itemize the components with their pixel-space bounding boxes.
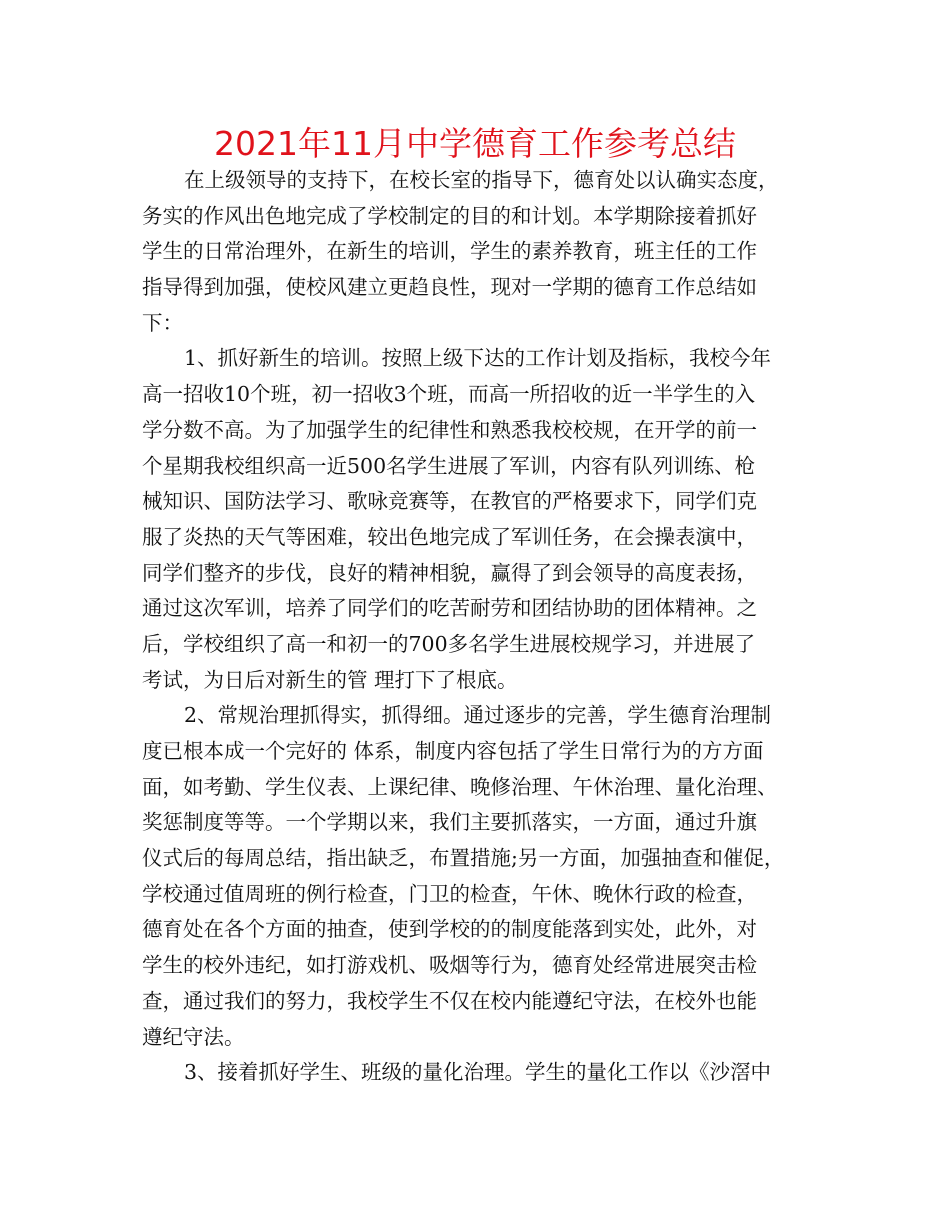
text-line: 个星期我校组织高一近500名学生进展了军训，内容有队列训练、枪 xyxy=(142,453,756,478)
text-line: 械知识、国防法学习、歌咏竞赛等，在教官的严格要求下，同学们克 xyxy=(142,489,757,514)
text-line: 面，如考勤、学生仪表、上课纪律、晚修治理、午休治理、量化治理、 xyxy=(142,774,778,799)
text-line: 通过这次军训，培养了同学们的吃苦耐劳和团结协助的团体精神。之 xyxy=(142,596,757,621)
text-line: 学分数不高。为了加强学生的纪律性和熟悉我校校规，在开学的前一 xyxy=(142,417,757,442)
paragraph-section-2 xyxy=(142,698,832,1055)
text-line: 学校通过值周班的例行检查，门卫的检查，午休、晚休行政的检查， xyxy=(142,881,757,906)
text-line: 1、抓好新生的培训。按照上级下达的工作计划及指标，我校今年 xyxy=(184,346,772,371)
text-line: 奖惩制度等等。一个学期以来，我们主要抓落实，一方面，通过升旗 xyxy=(142,810,757,835)
text-line: 遵纪守法。 xyxy=(142,1024,245,1049)
paragraph-section-1 xyxy=(142,341,832,698)
text-line: 后，学校组织了高一和初一的700多名学生进展校规学习，并进展了 xyxy=(142,631,756,656)
text-line: 3、接着抓好学生、班级的量化治理。学生的量化工作以《沙滘中 xyxy=(184,1060,772,1085)
text-line: 学生的日常治理外，在新生的培训，学生的素养教育，班主任的工作 xyxy=(142,239,757,264)
text-line: 高一招收10个班，初一招收3个班，而高一所招收的近一半学生的入 xyxy=(142,382,756,407)
text-line: 仪式后的每周总结，指出缺乏，布置措施;另一方面，加强抽查和催促， xyxy=(142,846,785,871)
text-line: 指导得到加强，使校风建立更趋良性，现对一学期的德育工作总结如 xyxy=(142,275,757,300)
text-line: 学生的校外违纪，如打游戏机、吸烟等行为，德育处经常进展突击检 xyxy=(142,953,757,978)
document-body xyxy=(142,163,832,1091)
text-line: 同学们整齐的步伐，良好的精神相貌，赢得了到会领导的高度表扬， xyxy=(142,560,757,585)
text-line: 2、常规治理抓得实，抓得细。通过逐步的完善，学生德育治理制 xyxy=(184,703,772,728)
document-title: 2021年11月中学德育工作参考总结 xyxy=(214,124,736,163)
text-line: 服了炎热的天气等困难，较出色地完成了军训任务，在会操表演中， xyxy=(142,524,757,549)
text-line: 务实的作风出色地完成了学校制定的目的和计划。本学期除接着抓好 xyxy=(142,203,757,228)
text-line: 下： xyxy=(142,310,183,335)
text-line: 查，通过我们的努力，我校学生不仅在校内能遵纪守法，在校外也能 xyxy=(142,988,757,1013)
text-line: 考试，为日后对新生的管 理打下了根底。 xyxy=(142,667,518,692)
paragraph-intro xyxy=(142,163,832,341)
text-line: 度已根本成一个完好的 体系，制度内容包括了学生日常行为的方方面 xyxy=(142,739,764,763)
paragraph-section-3 xyxy=(142,1055,832,1091)
text-line: 在上级领导的支持下，在校长室的指导下，德育处以认确实态度， xyxy=(184,168,779,192)
text-line: 德育处在各个方面的抽查，使到学校的的制度能落到实处，此外，对 xyxy=(142,917,757,942)
